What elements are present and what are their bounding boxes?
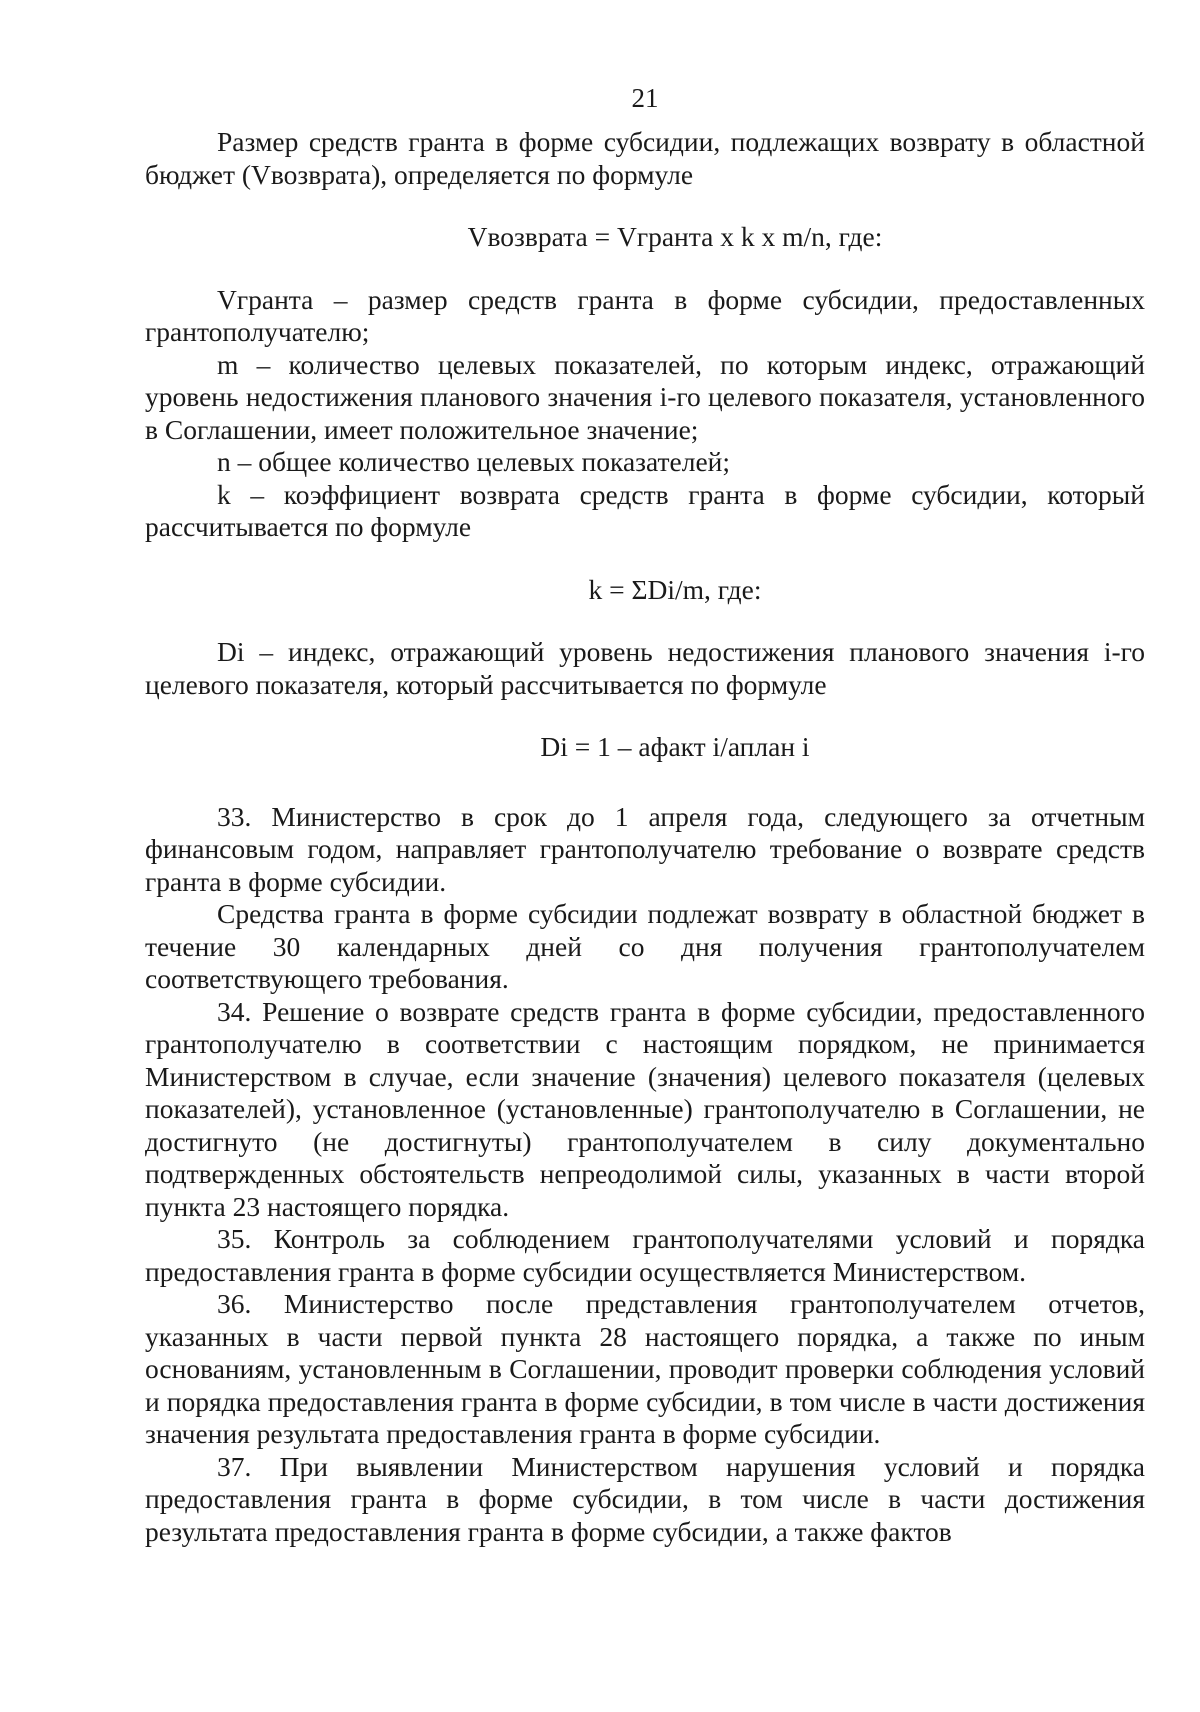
page-number: 21 bbox=[631, 83, 659, 113]
paragraph-refund-amount: Размер средств гранта в форме субсидии, подлежащих возврату в областной бюджет (Vвозврата), определяется по формуле bbox=[145, 126, 1145, 190]
formula-di: Di = 1 – афакт i/аплан i bbox=[540, 731, 810, 762]
definition-di: Di – индекс, отражающий уровень недостижения планового значения i-го целевого показателя, который рассчитывается по формуле bbox=[145, 636, 1145, 700]
definition-m: m – количество целевых показателей, по которым индекс, отражающий уровень недостижения планового значения i-го целевого показателя, установленного в Соглашении, имеет положительное значение; bbox=[145, 348, 1145, 445]
definition-k: k – коэффициент возврата средств гранта в форме субсидии, который рассчитывается по формуле bbox=[145, 478, 1145, 542]
definition-n: n – общее количество целевых показателей; bbox=[217, 446, 731, 477]
formula-k: k = ΣDi/m, где: bbox=[588, 573, 762, 605]
formula-v-refund: Vвозврата = Vгранта x k x m/n, где: bbox=[467, 221, 883, 252]
clause-37: 37. При выявлении Министерством нарушения условий и порядка предоставления гранта в форме субсидии, в том числе в части достижения результата предоставления гранта в форме субсидии, а также фактов bbox=[145, 1450, 1145, 1547]
clause-34: 34. Решение о возврате средств гранта в форме субсидии, предоставленного грантополучателю в соответствии с настоящим порядком, не принимается Министерством в случае, если значение (значения) целевого показателя (целевых показателей), установленное (установленные) грантополучателю в Соглашении, не достигнуто (не достигнуты) грантополучателем в силу документально подтвержденных обстоятельств непреодолимой силы, указанных в части второй пункта 23 настоящего порядка. bbox=[145, 995, 1145, 1222]
document-body bbox=[145, 126, 1145, 1548]
definition-v-grant: Vгранта – размер средств гранта в форме субсидии, предоставленных грантополучателю; bbox=[145, 283, 1145, 347]
clause-33-refund-term: Средства гранта в форме субсидии подлежат возврату в областной бюджет в течение 30 календарных дней со дня получения грантополучателем соответствующего требования. bbox=[145, 898, 1145, 994]
clause-33: 33. Министерство в срок до 1 апреля года, следующего за отчетным финансовым годом, направляет грантополучателю требование о возврате средств гранта в форме субсидии. bbox=[145, 800, 1145, 897]
clause-35: 35. Контроль за соблюдением грантополучателями условий и порядка предоставления гранта в форме субсидии осуществляется Министерством. bbox=[145, 1223, 1145, 1287]
clause-36: 36. Министерство после представления грантополучателем отчетов, указанных в части первой пункта 28 настоящего порядка, а также по иным основаниям, установленным в Соглашении, проводит проверки соблюдения условий и порядка предоставления гранта в форме субсидии, в том числе в части достижения значения результата предоставления гранта в форме субсидии. bbox=[145, 1288, 1145, 1449]
